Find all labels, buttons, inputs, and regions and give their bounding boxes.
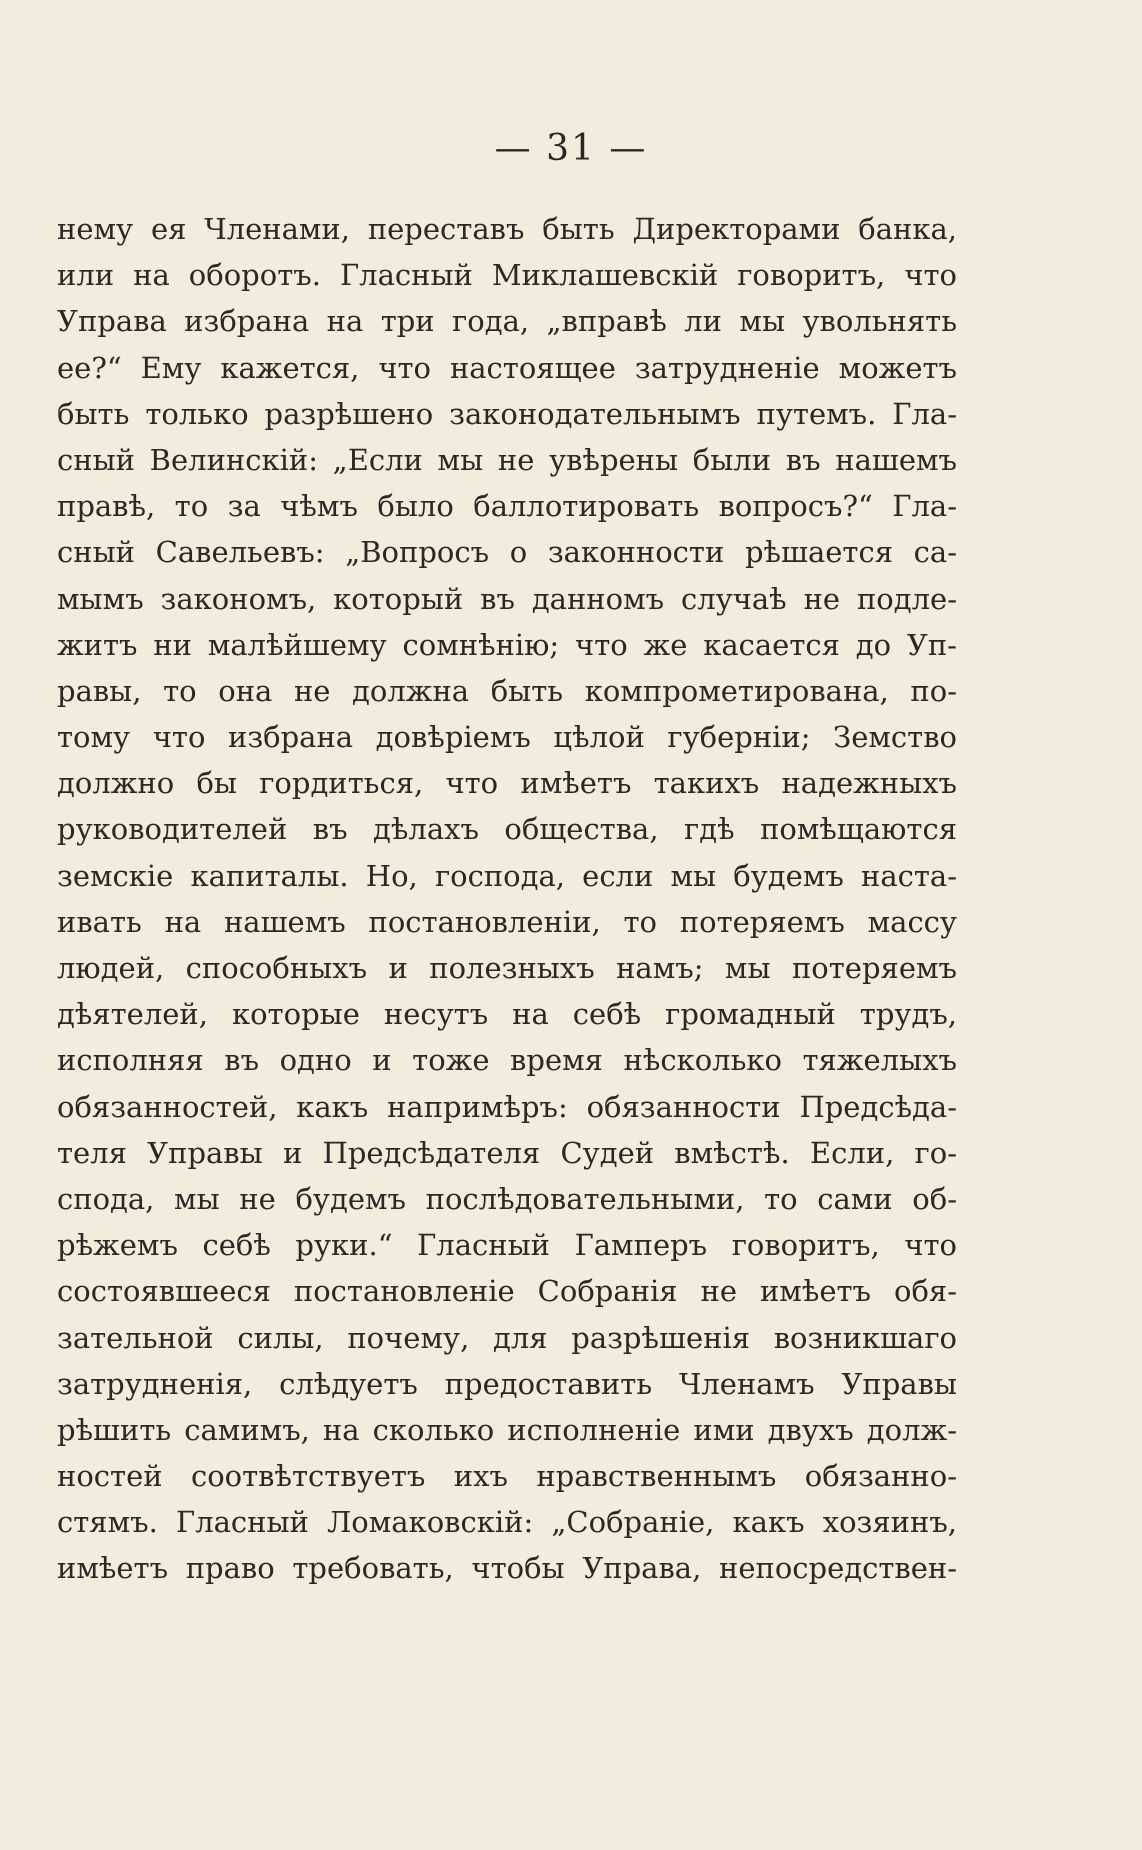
text-line: ностей соотвѣтствуетъ ихъ нравственнымъ обязанно- <box>57 1459 957 1494</box>
text-line: Управа избрана на три года, „вправѣ ли мы увольнять <box>57 304 957 339</box>
text-line: зательной силы, почему, для разрѣшенія возникшаго <box>57 1320 957 1355</box>
text-line: тому что избрана довѣріемъ цѣлой губерніи; Земство <box>57 720 957 755</box>
page-number: — 31 — <box>494 128 648 169</box>
body-text <box>57 206 957 1592</box>
text-line: мымъ закономъ, который въ данномъ случаѣ не подле- <box>57 581 957 616</box>
text-line: обязанностей, какъ напримѣръ: обязанности Предсѣда- <box>57 1089 957 1124</box>
text-line: людей, способныхъ и полезныхъ намъ; мы потеряемъ <box>57 951 957 985</box>
text-line: быть только разрѣшено законодательнымъ путемъ. Гла- <box>57 396 957 431</box>
text-line: имѣетъ право требовать, чтобы Управа, непосредствен- <box>57 1551 957 1586</box>
text-line: ивать на нашемъ постановленіи, то потеряемъ массу <box>57 904 957 939</box>
text-line: состоявшееся постановленіе Собранія не имѣетъ обя- <box>57 1274 957 1309</box>
text-line: исполняя въ одно и тоже время нѣсколько тяжелыхъ <box>57 1043 957 1078</box>
text-line: равы, то она не должна быть компрометирована, по- <box>57 673 957 708</box>
text-line: должно бы гордиться, что имѣетъ такихъ надежныхъ <box>57 766 957 801</box>
text-line: сный Савельевъ: „Вопросъ о законности рѣшается са- <box>57 535 957 570</box>
text-line: житъ ни малѣйшему сомнѣнію; что же касается до Уп- <box>57 627 957 662</box>
text-line: рѣжемъ себѣ руки.“ Гласный Гамперъ говоритъ, что <box>57 1228 957 1263</box>
text-line: руководителей въ дѣлахъ общества, гдѣ помѣщаются <box>57 812 957 847</box>
text-line: земскіе капиталы. Но, господа, если мы будемъ наста- <box>57 858 957 893</box>
text-line: нему ея Членами, переставъ быть Директорами банка, <box>57 212 957 246</box>
text-line: стямъ. Гласный Ломаковскій: „Собраніе, какъ хозяинъ, <box>57 1505 957 1540</box>
text-line: ее?“ Ему кажется, что настоящее затрудненіе можетъ <box>57 350 957 385</box>
text-line: дѣятелей, которые несутъ на себѣ громадный трудъ, <box>57 997 957 1032</box>
text-line: затрудненія, слѣдуетъ предоставить Членамъ Управы <box>57 1366 957 1401</box>
text-line: рѣшить самимъ, на сколько исполненіе ими двухъ долж- <box>57 1412 957 1447</box>
text-line: спода, мы не будемъ послѣдовательными, то сами об- <box>57 1181 957 1216</box>
text-line: правѣ, то за чѣмъ было баллотировать вопросъ?“ Гла- <box>57 489 957 524</box>
text-line: сный Велинскій: „Если мы не увѣрены были въ нашемъ <box>57 442 957 477</box>
text-line: или на оборотъ. Гласный Миклашевскій говоритъ, что <box>57 258 957 293</box>
text-line: теля Управы и Предсѣдателя Судей вмѣстѣ. Если, го- <box>57 1135 957 1170</box>
